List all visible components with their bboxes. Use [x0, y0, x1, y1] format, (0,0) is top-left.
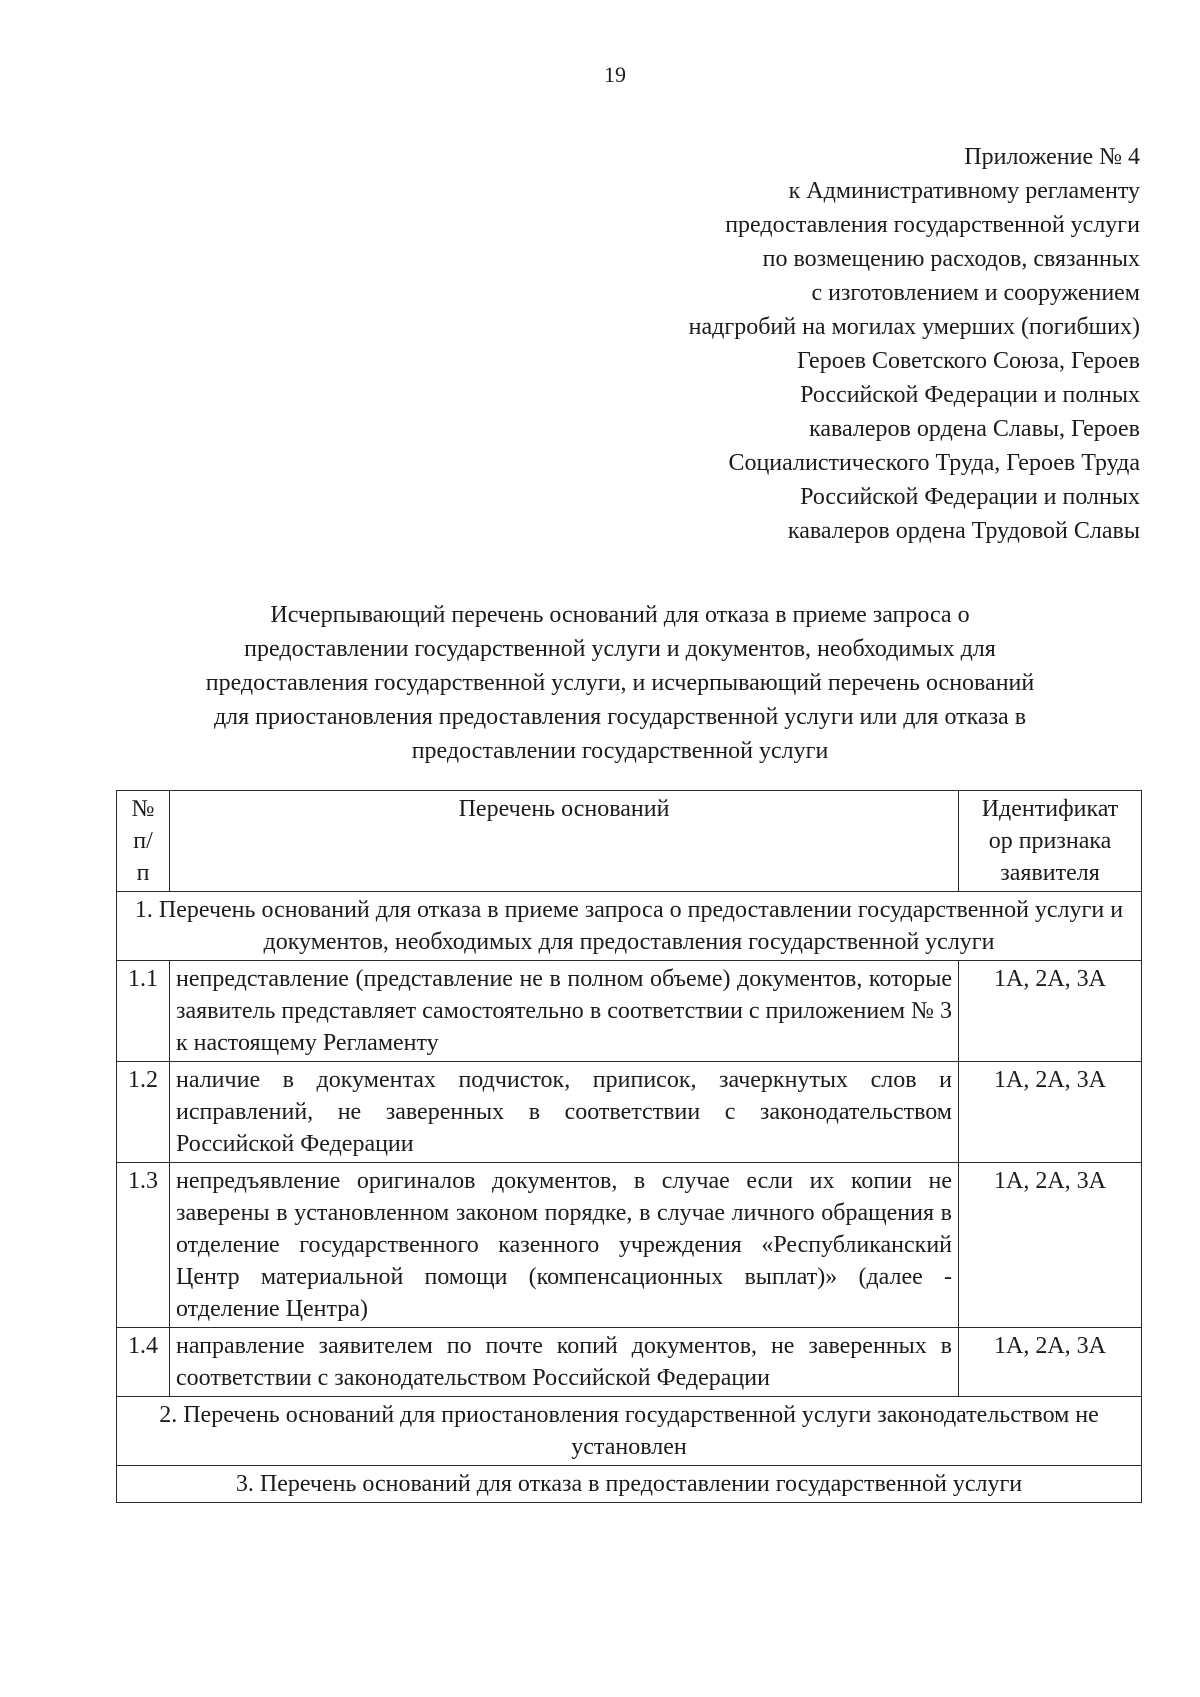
- section-row: [117, 1466, 1142, 1503]
- row-identifier: 1А, 2А, 3А: [959, 1062, 1142, 1163]
- header-grounds: Перечень оснований: [170, 791, 959, 892]
- section-title: 3. Перечень оснований для отказа в предоставлении государственной услуги: [117, 1466, 1142, 1503]
- row-identifier: 1А, 2А, 3А: [959, 1163, 1142, 1328]
- appendix-line: кавалеров ордена Трудовой Славы: [787, 518, 1140, 544]
- appendix-header: [540, 140, 1140, 548]
- appendix-line: Героев Советского Союза, Героев: [797, 348, 1140, 374]
- title-line: Исчерпывающий перечень оснований для отказа в приеме запроса о: [270, 602, 970, 628]
- row-identifier: 1А, 2А, 3А: [959, 1328, 1142, 1397]
- row-num: 1.4: [117, 1328, 170, 1397]
- section-title: 1. Перечень оснований для отказа в приеме запроса о предоставлении государственной услуги и документов, необходимых для предоставления государственной услуги: [117, 892, 1142, 961]
- appendix-line: предоставления государственной услуги: [725, 212, 1140, 238]
- table-row: [117, 1062, 1142, 1163]
- title-line: предоставления государственной услуги, и исчерпывающий перечень оснований: [205, 670, 1035, 696]
- row-text: направление заявителем по почте копий документов, не заверенных в соответствии с законодательством Российской Федерации: [170, 1328, 959, 1397]
- appendix-line: Приложение № 4: [964, 144, 1140, 170]
- document-title: [120, 598, 1120, 768]
- title-line: для приостановления предоставления государственной услуги или для отказа в: [213, 704, 1027, 730]
- row-text: непредъявление оригиналов документов, в случае если их копии не заверены в установленном законом порядке, в случае личного обращения в отделение государственного казенного учреждения «Республиканский Центр материальной помощи (компенсационных выплат)» (далее - отделение Центра): [170, 1163, 959, 1328]
- appendix-line: по возмещению расходов, связанных: [762, 246, 1140, 272]
- appendix-line: Социалистического Труда, Героев Труда: [728, 450, 1140, 476]
- title-line: предоставлении государственной услуги: [411, 738, 829, 764]
- row-num: 1.3: [117, 1163, 170, 1328]
- row-num: 1.1: [117, 961, 170, 1062]
- table-row: [117, 1328, 1142, 1397]
- title-line: предоставлении государственной услуги и документов, необходимых для: [244, 636, 996, 662]
- header-num: № п/ п: [117, 791, 170, 892]
- appendix-line: с изготовлением и сооружением: [811, 280, 1140, 306]
- section-row: [117, 892, 1142, 961]
- table-row: [117, 1163, 1142, 1328]
- grounds-table: [116, 790, 1142, 1503]
- appendix-line: надгробий на могилах умерших (погибших): [688, 314, 1140, 340]
- section-row: [117, 1397, 1142, 1466]
- table-row: [117, 961, 1142, 1062]
- page-number: 19: [604, 62, 626, 87]
- appendix-line: Российской Федерации и полных: [800, 382, 1140, 408]
- row-num: 1.2: [117, 1062, 170, 1163]
- appendix-line: к Административному регламенту: [788, 178, 1140, 204]
- row-identifier: 1А, 2А, 3А: [959, 961, 1142, 1062]
- appendix-line: Российской Федерации и полных: [800, 484, 1140, 510]
- appendix-line: кавалеров ордена Славы, Героев: [809, 416, 1140, 442]
- section-title: 2. Перечень оснований для приостановления государственной услуги законодательством не установлен: [117, 1397, 1142, 1466]
- row-text: наличие в документах подчисток, приписок, зачеркнутых слов и исправлений, не заверенных в соответствии с законодательством Российской Федерации: [170, 1062, 959, 1163]
- header-identifier: Идентификат ор признака заявителя: [959, 791, 1142, 892]
- row-text: непредставление (представление не в полном объеме) документов, которые заявитель представляет самостоятельно в соответствии с приложением № 3 к настоящему Регламенту: [170, 961, 959, 1062]
- table-header-row: [117, 791, 1142, 892]
